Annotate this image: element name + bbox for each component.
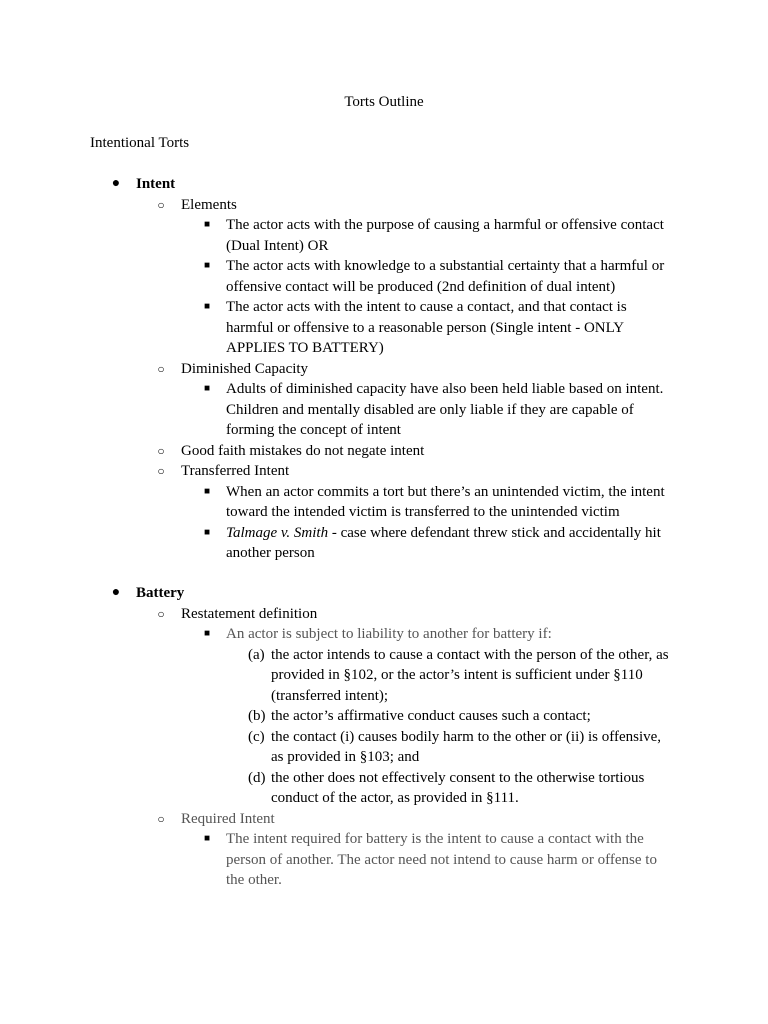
list-item-restatement (157, 604, 768, 625)
list-item-case (203, 523, 676, 564)
battery-list (0, 583, 768, 891)
clause-text: the contact (i) causes bodily harm to the other or (ii) is offensive, as provided in §103; and (271, 728, 662, 765)
section-heading: Intentional Torts (90, 135, 190, 151)
bullet-circle-icon: ○ (157, 361, 165, 376)
bullet-square-icon: ■ (203, 383, 211, 394)
list-item-transferred-intent (157, 461, 768, 482)
element-text: The actor acts with the purpose of causing a harmful or offensive contact (Dual Intent) OR (226, 217, 664, 254)
list-item-required-intent (157, 809, 768, 830)
bullet-disc-icon: ● (111, 585, 121, 600)
bullet-circle-icon: ○ (157, 464, 165, 478)
clause-text: the actor intends to cause a contact with the person of the other, as provided in §102, or the actor’s intent is sufficient under §110 (transferred intent); (271, 646, 669, 704)
list-item-clause (248, 706, 676, 727)
bullet-square-icon: ■ (203, 301, 211, 312)
transferred-intent-label: Transferred Intent (181, 463, 290, 479)
list-item-clause (248, 768, 676, 809)
required-intent-text: The intent required for battery is the intent to cause a contact with the person of another. The actor need not intend to cause harm or offense to the other. (226, 831, 657, 888)
bullet-circle-icon: ○ (157, 606, 165, 621)
list-item-good-faith (157, 441, 768, 462)
list-item-diminished-capacity (157, 359, 768, 380)
list-item-transferred-text (203, 482, 676, 523)
clause-marker: (d) (248, 769, 266, 786)
list-item-element (203, 256, 676, 297)
bullet-disc-icon: ● (111, 176, 121, 191)
case-name: Talmage v. Smith (226, 524, 329, 541)
bullet-circle-icon: ○ (157, 811, 165, 826)
clause-marker: (c) (248, 728, 265, 745)
list-item-clause (248, 645, 676, 707)
case-text: - case where defendant threw stick and accidentally hit another person (226, 524, 661, 561)
intent-list (0, 174, 768, 564)
list-item-clause (248, 727, 676, 768)
list-item-restatement-intro (203, 624, 676, 645)
bullet-square-icon: ■ (203, 219, 211, 230)
clause-marker: (b) (248, 708, 266, 724)
element-text: The actor acts with the intent to cause a contact, and that contact is harmful or offensive to a reasonable person (Single intent - ONLY APPLIES TO BATTERY) (226, 299, 627, 356)
bullet-square-icon: ■ (203, 485, 211, 497)
bullet-square-icon: ■ (203, 628, 211, 639)
good-faith-text: Good faith mistakes do not negate intent (181, 442, 425, 459)
restatement-intro: An actor is subject to liability to another for battery if: (226, 626, 552, 642)
document-title: Torts Outline (344, 94, 424, 110)
elements-label: Elements (181, 196, 237, 213)
intent-heading: Intent (136, 176, 176, 192)
element-text: The actor acts with knowledge to a substantial certainty that a harmful or offensive contact will be produced (2nd definition of dual intent) (226, 258, 665, 295)
diminished-capacity-label: Diminished Capacity (181, 360, 309, 377)
battery-heading: Battery (136, 585, 185, 601)
list-item-required-text (203, 829, 676, 891)
transferred-intent-text: When an actor commits a tort but there’s an unintended victim, the intent toward the intended victim is transferred to the unintended victim (226, 483, 665, 520)
bullet-square-icon: ■ (203, 260, 211, 271)
bullet-circle-icon: ○ (157, 197, 165, 212)
clause-text: the other does not effectively consent to the otherwise tortious conduct of the actor, as provided in §111. (271, 769, 645, 806)
clause-marker: (a) (248, 646, 265, 663)
list-item-elements (157, 195, 768, 216)
list-item-element (203, 297, 676, 359)
bullet-square-icon: ■ (203, 833, 211, 844)
clause-text: the actor’s affirmative conduct causes such a contact; (271, 708, 591, 724)
list-item-intent (111, 174, 768, 195)
bullet-circle-icon: ○ (157, 443, 165, 458)
list-item-battery (111, 583, 768, 604)
diminished-capacity-text: Adults of diminished capacity have also been held liable based on intent. Children and mentally disabled are only liable if they are capable of forming the concept of intent (226, 381, 664, 438)
list-item-diminished-text (203, 379, 676, 441)
required-intent-label: Required Intent (181, 810, 275, 827)
bullet-square-icon: ■ (203, 526, 211, 538)
list-item-element (203, 215, 676, 256)
restatement-label: Restatement definition (181, 605, 318, 622)
